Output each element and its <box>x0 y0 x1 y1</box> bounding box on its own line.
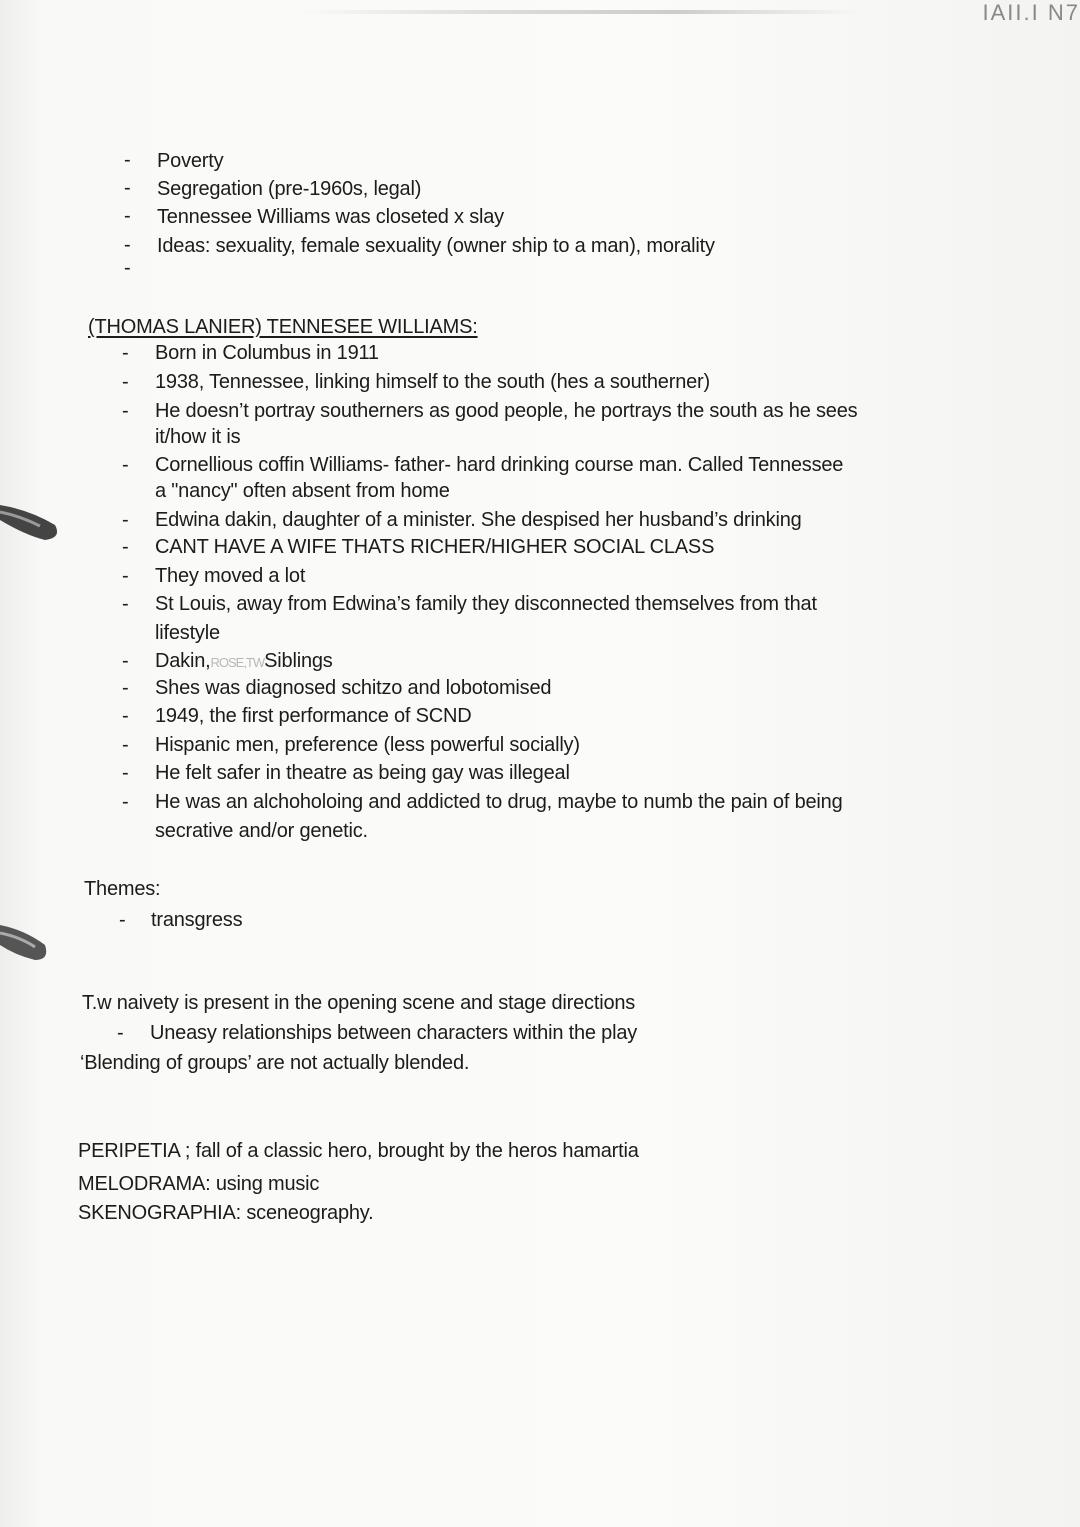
list-item: a "nancy" often absent from home <box>155 480 450 502</box>
list-item: Edwina dakin, daughter of a minister. She despised her husband’s drinking <box>155 509 802 531</box>
list-item: lifestyle <box>155 622 220 644</box>
bullet-dash: - <box>122 509 129 531</box>
bullet-dash: - <box>122 536 129 558</box>
bullet-dash: - <box>122 677 129 699</box>
list-item: St Louis, away from Edwina’s family they disconnected themselves from that <box>155 593 817 615</box>
naivety-line: T.w naivety is present in the opening scene and stage directions <box>82 992 636 1014</box>
bullet-dash: - <box>122 705 129 727</box>
bullet-dash: - <box>122 565 129 587</box>
themes-label: Themes: <box>84 878 161 900</box>
blending-line: ‘Blending of groups’ are not actually blended. <box>80 1052 470 1074</box>
bullet-dash: - <box>124 257 131 279</box>
list-item: Segregation (pre-1960s, legal) <box>157 178 422 200</box>
list-item: Poverty <box>157 150 224 172</box>
bullet-dash: - <box>124 177 131 199</box>
bullet-dash: - <box>122 593 129 615</box>
siblings-prefix: Dakin, <box>155 650 211 672</box>
list-item-siblings <box>155 649 333 675</box>
naivety-bullet: Uneasy relationships between characters within the play <box>150 1022 638 1044</box>
page-corner-mark: IAII.I N7 <box>982 0 1080 25</box>
term-melodrama: MELODRAMA: using music <box>78 1173 320 1195</box>
bullet-dash: - <box>122 454 129 476</box>
bullet-dash: - <box>122 342 129 364</box>
binder-hole-icon <box>0 490 70 550</box>
list-item: He was an alchoholoing and addicted to drug, maybe to numb the pain of being <box>155 791 843 813</box>
bullet-dash: - <box>122 734 129 756</box>
bullet-dash: - <box>124 234 131 256</box>
bullet-dash: - <box>122 762 129 784</box>
list-item: it/how it is <box>155 426 241 448</box>
list-item: They moved a lot <box>155 565 306 587</box>
bullet-dash: - <box>119 909 126 931</box>
section-heading: (THOMAS LANIER) TENNESEE WILLIAMS: <box>88 316 478 338</box>
list-item: secrative and/or genetic. <box>155 820 368 842</box>
scan-edge-shadow <box>300 10 860 14</box>
list-item: CANT HAVE A WIFE THATS RICHER/HIGHER SOCIAL CLASS <box>155 536 715 558</box>
siblings-faint-names: ROSE,TW <box>210 655 265 670</box>
list-item: He felt safer in theatre as being gay was illegeal <box>155 762 570 784</box>
bullet-dash: - <box>122 371 129 393</box>
binder-hole-icon <box>0 915 70 975</box>
theme-item: transgress <box>151 909 243 931</box>
list-item: 1949, the first performance of SCND <box>155 705 472 727</box>
list-item: Shes was diagnosed schitzo and lobotomised <box>155 677 552 699</box>
list-item: Hispanic men, preference (less powerful socially) <box>155 734 580 756</box>
bullet-dash: - <box>124 149 131 171</box>
term-skenographia: SKENOGRAPHIA: sceneography. <box>78 1202 374 1224</box>
bullet-dash: - <box>124 205 131 227</box>
bullet-dash: - <box>117 1022 124 1044</box>
list-item: Cornellious coffin Williams- father- hard drinking course man. Called Tennessee <box>155 454 844 476</box>
bullet-dash: - <box>122 400 129 422</box>
list-item: Tennessee Williams was closeted x slay <box>157 206 504 228</box>
list-item: Ideas: sexuality, female sexuality (owner ship to a man), morality <box>157 235 715 257</box>
bullet-dash: - <box>122 791 129 813</box>
list-item: He doesn’t portray southerners as good people, he portrays the south as he sees <box>155 400 858 422</box>
bullet-dash: - <box>122 650 129 672</box>
term-peripetia: PERIPETIA ; fall of a classic hero, brought by the heros hamartia <box>78 1140 639 1162</box>
list-item: Born in Columbus in 1911 <box>155 342 379 364</box>
siblings-suffix: Siblings <box>264 650 333 672</box>
list-item: 1938, Tennessee, linking himself to the south (hes a southerner) <box>155 371 710 393</box>
